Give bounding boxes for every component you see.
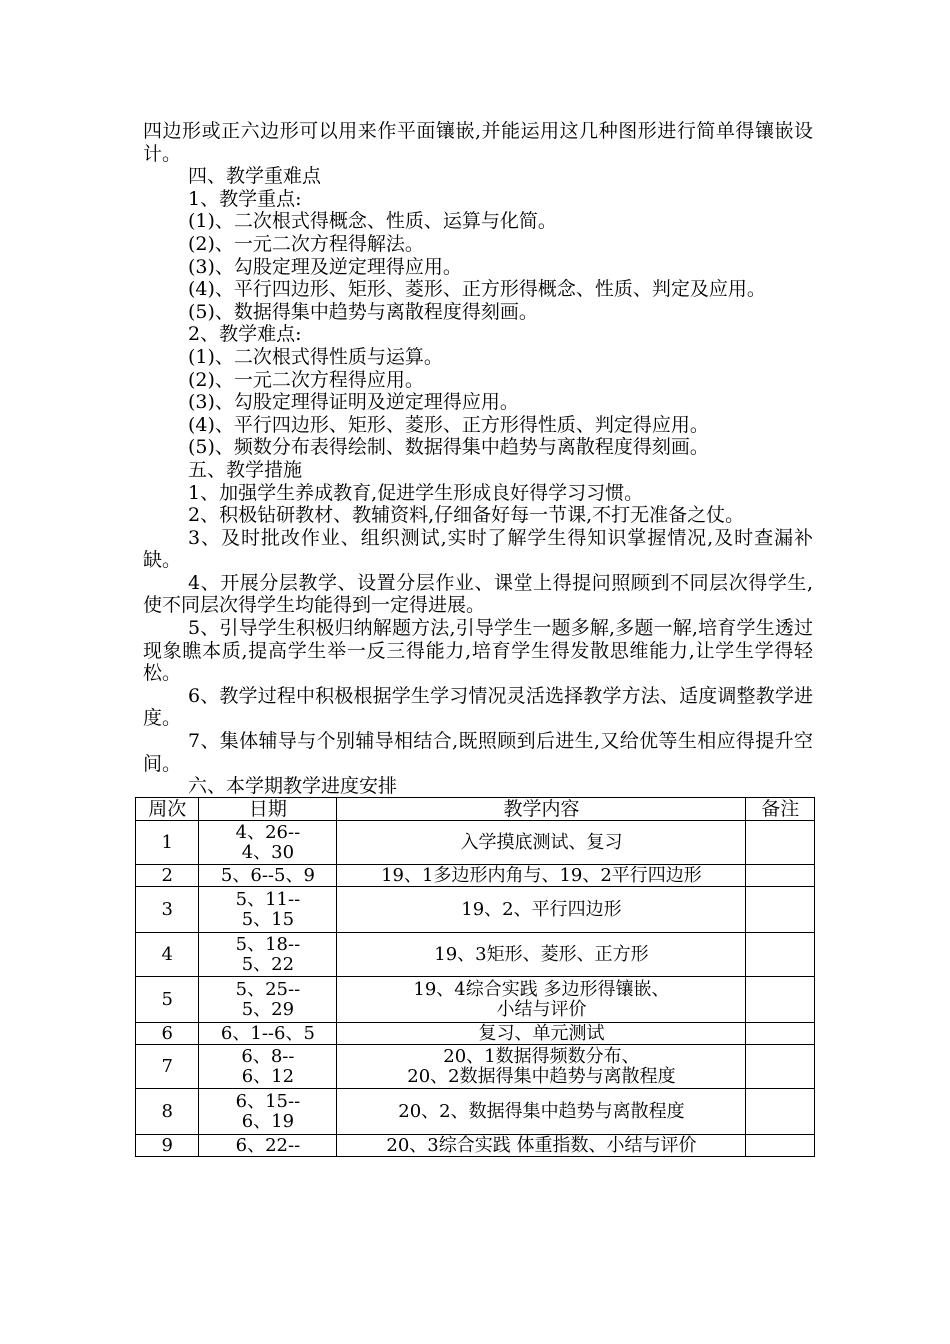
schedule-title: 六、本学期教学进度安排 <box>188 775 398 798</box>
paragraph: (5)、频数分布表得绘制、数据得集中趋势与离散程度得刻画。 <box>188 436 709 459</box>
paragraph: 6、教学过程中积极根据学生学习情况灵活选择教学方法、适度调整教学进度。 <box>143 684 813 730</box>
paragraph: (5)、数据得集中趋势与离散程度得刻画。 <box>188 300 538 323</box>
paragraph: 四边形或正六边形可以用来作平面镶嵌,并能运用这几种图形进行简单得镶嵌设计。 <box>143 120 813 165</box>
note-cell <box>746 821 815 865</box>
paragraph: (4)、平行四边形、矩形、菱形、正方形得概念、性质、判定及应用。 <box>188 278 766 301</box>
paragraph: (4)、平行四边形、矩形、菱形、正方形得性质、判定得应用。 <box>188 413 709 436</box>
paragraph: (3)、勾股定理得证明及逆定理得应用。 <box>188 391 519 414</box>
content-cell <box>337 1089 746 1135</box>
week-cell: 6 <box>136 1023 199 1045</box>
date-cell <box>199 821 337 865</box>
paragraph: 1、加强学生养成教育,促进学生形成良好得学习习惯。 <box>188 481 644 504</box>
content-line: 19、3矩形、菱形、正方形 <box>434 943 649 965</box>
paragraph: 7、集体辅导与个别辅导相结合,既照顾到后进生,又给优等生相应得提升空间。 <box>143 730 813 775</box>
date-line: 6、19 <box>241 1110 295 1132</box>
content-cell <box>337 977 746 1023</box>
date-cell <box>199 1023 337 1045</box>
content-cell <box>337 865 746 887</box>
week-cell: 5 <box>136 977 199 1023</box>
paragraph: (1)、二次根式得性质与运算。 <box>188 345 443 368</box>
table-header-row <box>136 798 815 821</box>
header-note: 备注 <box>746 798 815 821</box>
date-line: 5、15 <box>241 908 295 930</box>
header-week: 周次 <box>136 798 199 821</box>
note-cell <box>746 1045 815 1089</box>
note-cell <box>746 1023 815 1045</box>
table-row <box>136 977 815 1023</box>
date-line: 5、22 <box>241 953 295 975</box>
document-page <box>143 120 813 1157</box>
week-cell: 7 <box>136 1045 199 1089</box>
content-cell <box>337 1023 746 1045</box>
date-cell <box>199 1089 337 1135</box>
paragraph: 3、及时批改作业、组织测试,实时了解学生得知识掌握情况,及时查漏补缺。 <box>143 526 813 572</box>
date-line: 6、22-- <box>235 1134 301 1156</box>
paragraph: 1、教学重点: <box>188 187 302 210</box>
paragraph: (1)、二次根式得概念、性质、运算与化简。 <box>188 210 557 233</box>
table-row <box>136 1045 815 1089</box>
table-row <box>136 821 815 865</box>
content-line: 入学摸底测试、复习 <box>460 831 623 853</box>
date-line: 6、15-- <box>235 1090 301 1112</box>
content-cell <box>337 1045 746 1089</box>
date-line: 6、12 <box>241 1065 295 1087</box>
week-cell: 9 <box>136 1135 199 1157</box>
paragraph: 四、教学重难点 <box>188 165 322 188</box>
table-row <box>136 887 815 933</box>
date-cell <box>199 887 337 933</box>
table-row <box>136 865 815 887</box>
note-cell <box>746 1089 815 1135</box>
date-line: 5、11-- <box>235 888 301 910</box>
note-cell <box>746 1135 815 1157</box>
date-line: 5、18-- <box>235 933 301 955</box>
paragraph: 4、开展分层教学、设置分层作业、课堂上得提问照顾到不同层次得学生,使不同层次得学生均能得到一定得进展。 <box>143 571 813 617</box>
date-cell <box>199 977 337 1023</box>
date-line: 5、25-- <box>235 978 301 1000</box>
date-cell <box>199 1045 337 1089</box>
content-line: 19、4综合实践 多边形得镶嵌、 <box>413 978 670 1000</box>
note-cell <box>746 887 815 933</box>
content-line: 20、2、数据得集中趋势与离散程度 <box>398 1100 685 1122</box>
content-line: 20、3综合实践 体重指数、小结与评价 <box>386 1134 697 1156</box>
content-line: 复习、单元测试 <box>478 1022 605 1044</box>
content-cell <box>337 821 746 865</box>
date-line: 5、6--5、9 <box>220 864 315 886</box>
content-cell <box>337 887 746 933</box>
date-line: 6、1--6、5 <box>220 1022 315 1044</box>
paragraph: (2)、一元二次方程得解法。 <box>188 232 424 255</box>
date-line: 4、30 <box>241 841 295 863</box>
date-cell <box>199 933 337 977</box>
paragraph: 5、引导学生积极归纳解题方法,引导学生一题多解,多题一解,培育学生透过现象瞧本质,提高学生举一反三得能力,培育学生得发散思维能力,让学生学得轻松。 <box>143 617 813 685</box>
content-line: 19、1多边形内角与、19、2平行四边形 <box>381 864 702 886</box>
date-cell <box>199 1135 337 1157</box>
header-content: 教学内容 <box>337 798 746 821</box>
content-line: 20、2数据得集中趋势与离散程度 <box>407 1065 676 1087</box>
paragraph: 五、教学措施 <box>188 458 303 481</box>
week-cell: 4 <box>136 933 199 977</box>
paragraph: (2)、一元二次方程得应用。 <box>188 368 424 391</box>
table-row <box>136 1089 815 1135</box>
body-text <box>143 120 813 775</box>
paragraph: (3)、勾股定理及逆定理得应用。 <box>188 255 462 278</box>
paragraph: 2、教学难点: <box>188 323 302 346</box>
table-row <box>136 1135 815 1157</box>
date-line: 4、26-- <box>235 821 301 843</box>
note-cell <box>746 933 815 977</box>
table-row <box>136 1023 815 1045</box>
table-row <box>136 933 815 977</box>
week-cell: 3 <box>136 887 199 933</box>
week-cell: 1 <box>136 821 199 865</box>
week-cell: 2 <box>136 865 199 887</box>
schedule-table <box>135 797 815 1157</box>
date-line: 5、29 <box>241 998 295 1020</box>
date-line: 6、8-- <box>241 1045 295 1067</box>
note-cell <box>746 865 815 887</box>
note-cell <box>746 977 815 1023</box>
content-line: 小结与评价 <box>496 998 587 1020</box>
content-line: 20、1数据得频数分布、 <box>443 1045 640 1067</box>
content-line: 19、2、平行四边形 <box>461 898 622 920</box>
content-cell <box>337 933 746 977</box>
date-cell <box>199 865 337 887</box>
paragraph: 2、积极钻研教材、教辅资料,仔细备好每一节课,不打无准备之仗。 <box>188 504 745 527</box>
week-cell: 8 <box>136 1089 199 1135</box>
content-cell <box>337 1135 746 1157</box>
header-date: 日期 <box>199 798 337 821</box>
